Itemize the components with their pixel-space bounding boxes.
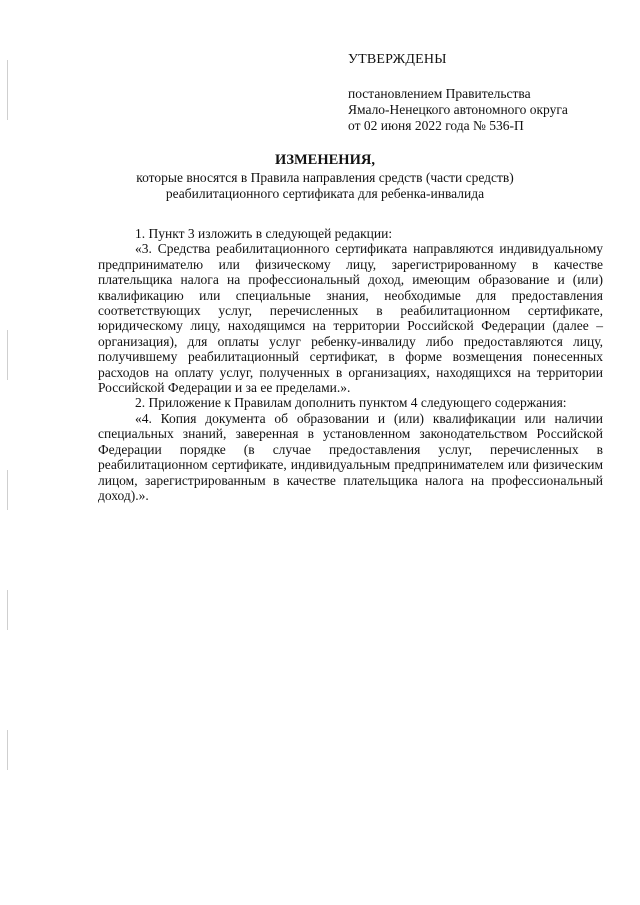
approval-line: постановлением Правительства	[348, 86, 531, 101]
paragraph-item-2: 2. Приложение к Правилам дополнить пунктом 4 следующего содержания:	[135, 395, 567, 411]
paragraph-item-2-text: «4. Копия документа об образовании и (или) квалификации или наличии специальных знаний, заверенная в установленном законодательством Российской Федерации порядке (в случае предоставления услуг, перечисленных в реабилитационном сертификате, индивидуальным предпринимателем или физическим лицом, зарегистрированным в качестве плательщика налога на профессиональный доход).».	[98, 410, 603, 503]
document-title: ИЗМЕНЕНИЯ,	[275, 152, 375, 168]
document-subtitle-line: которые вносятся в Правила направления средств (части средств)	[136, 170, 514, 185]
approval-line: Ямало-Ненецкого автономного округа	[348, 102, 568, 117]
document-body	[98, 226, 603, 503]
scan-margin-mark	[7, 590, 8, 630]
scan-margin-mark	[7, 730, 8, 770]
paragraph-item-1-text: «3. Средства реабилитационного сертификата направляются индивидуальному предпринимателю или физическому лицу, зарегистрированному в качестве плательщика налога на профессиональный доход, имеющим образование и (или) квалификацию или специальные знания, необходимые для предоставления соответствующих услуг, перечисленных в реабилитационном сертификате, юридическому лицу, находящимся на территории Российской Федерации (далее – организация), для оплаты услуг ребенку-инвалиду либо предоставляются лицу, получившему реабилитационный сертификат, в форме возмещения понесенных расходов на оплату услуг, полученных в организациях, находящихся на территории Российской Федерации и за ее пределами.».	[98, 241, 603, 396]
document-title-block	[100, 152, 550, 202]
scan-margin-mark	[7, 60, 8, 120]
document-subtitle-line: реабилитационного сертификата для ребенка-инвалида	[165, 186, 485, 201]
approval-stamp-block	[348, 52, 618, 134]
paragraph-item-1: 1. Пункт 3 изложить в следующей редакции:	[135, 226, 393, 241]
approval-heading: УТВЕРЖДЕНЫ	[348, 52, 447, 67]
scan-margin-mark	[7, 470, 8, 510]
approval-line: от 02 июня 2022 года № 536-П	[348, 118, 524, 133]
scan-margin-mark	[7, 330, 8, 380]
